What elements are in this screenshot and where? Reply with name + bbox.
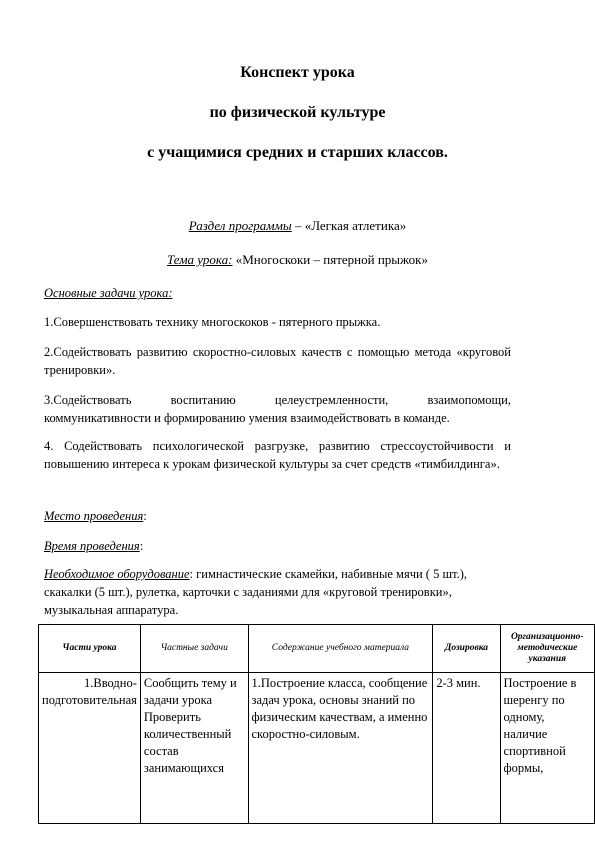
document-title-line-1: Конспект урока <box>240 64 355 81</box>
tasks-heading: Основные задачи урока: <box>44 286 173 300</box>
header-specific-tasks: Частные задачи <box>140 625 248 673</box>
lesson-topic-value: «Многоскоки – пятерной прыжок» <box>232 252 428 267</box>
task-item-1: 1.Совершенствовать технику многоскоков - пятерного прыжка. <box>44 315 381 329</box>
program-section-label: Раздел программы <box>188 218 292 233</box>
place-label: Место проведения <box>44 509 144 523</box>
time-line <box>44 537 511 555</box>
lesson-topic-line <box>0 252 595 268</box>
program-section-value: – «Легкая атлетика» <box>291 218 407 233</box>
equipment-line <box>44 565 511 619</box>
program-section-line <box>0 218 595 234</box>
cell-guidelines: Построение в шеренгу по одному, наличие спортивной формы, <box>500 673 594 824</box>
lesson-plan-table <box>38 624 595 824</box>
lesson-topic-label: Тема урока: <box>167 252 233 267</box>
task-item-4: 4. Содействовать психологической разгрузке, развитию стрессоустойчивости и повышению интереса к урокам физической культуры за счет средств «тимбилдинга». <box>44 439 511 471</box>
document-title-line-2: по физической культуре <box>209 104 386 121</box>
equipment-label: Необходимое оборудование <box>44 567 190 581</box>
table-header-row <box>39 625 595 673</box>
place-line <box>44 507 511 525</box>
header-dosage: Дозировка <box>433 625 500 673</box>
equipment-value: : гимнастические скамейки, набивные мячи ( 5 шт.), скакалки (5 шт.), рулетка, карточки с заданиями для «круговой тренировки», музыкальная аппаратура. <box>44 567 468 617</box>
header-lesson-parts: Части урока <box>39 625 141 673</box>
task-item-2: 2.Содействовать развитию скоростно-силовых качеств с помощью метода «круговой тренировки». <box>44 345 511 377</box>
table-row <box>39 673 595 824</box>
time-value: : <box>139 539 144 553</box>
cell-dosage: 2-3 мин. <box>433 673 500 824</box>
cell-specific-tasks: Сообщить тему и задачи урока Проверить количественный состав занимающихся <box>140 673 248 824</box>
time-label: Время проведения <box>44 539 140 553</box>
place-value: : <box>143 509 147 523</box>
header-guidelines: Организационно-методические указания <box>500 625 594 673</box>
task-item-3: 3.Содействовать воспитанию целеустремленности, взаимопомощи, коммуникативности и формированию умения взаимодействовать в команде. <box>44 393 511 425</box>
cell-lesson-part: 1.Вводно-подготовительная <box>39 673 141 824</box>
document-title-line-3: с учащимися средних и старших классов. <box>147 144 448 161</box>
cell-content: 1.Построение класса, сообщение задач урока, основы знаний по физическим качествам, а именно скоростно-силовым. <box>248 673 433 824</box>
header-content: Содержание учебного материала <box>248 625 433 673</box>
